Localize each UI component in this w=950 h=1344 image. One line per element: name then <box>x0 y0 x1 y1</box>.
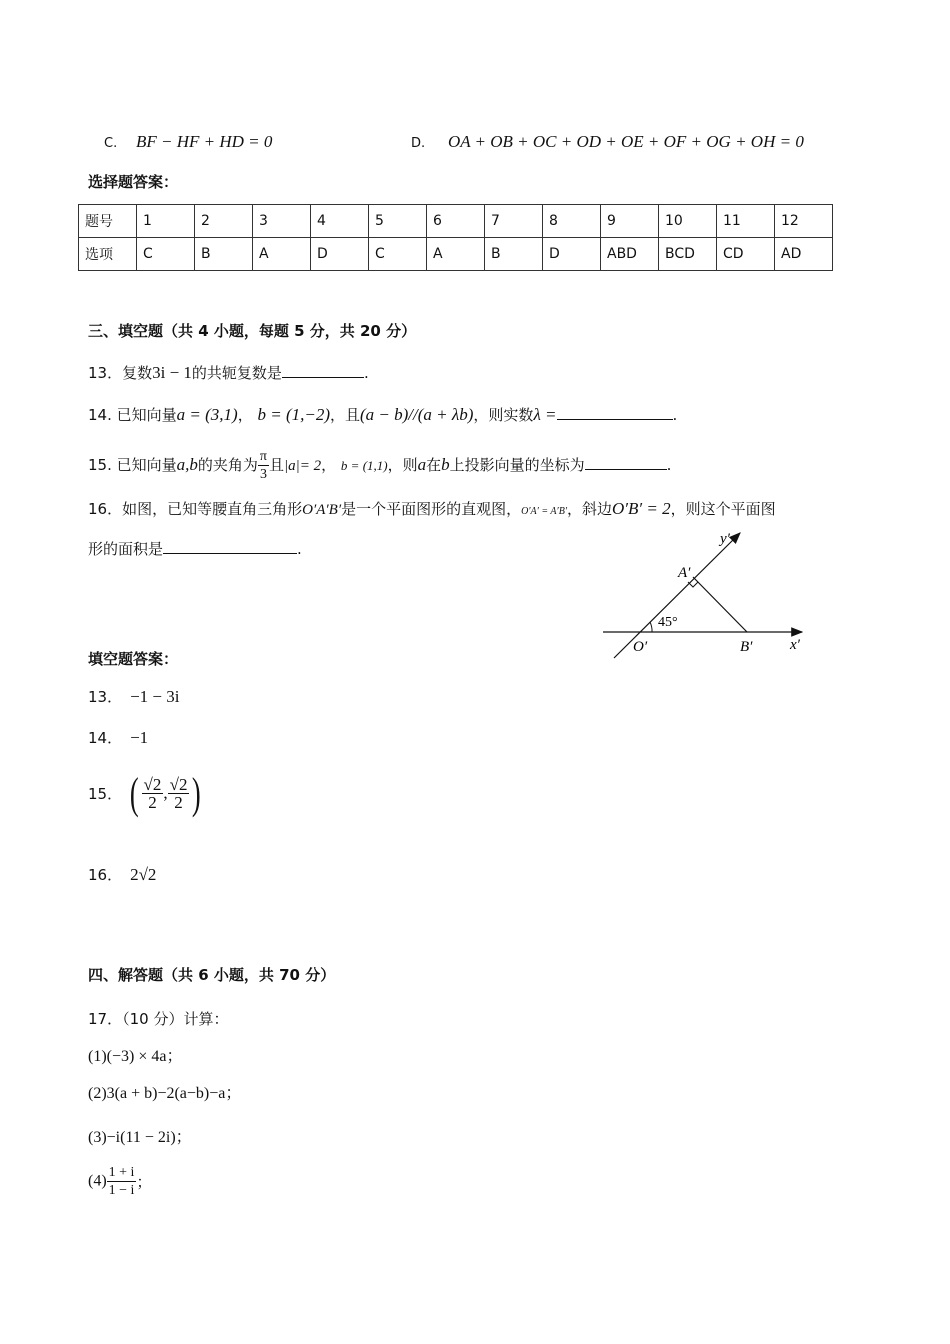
answer-13 <box>88 686 180 707</box>
option-d-label: D. <box>411 136 426 151</box>
option-c <box>104 132 272 152</box>
option-c-label: C. <box>104 136 118 151</box>
math-expr: b = (1,1) <box>340 458 388 473</box>
denominator: 3 <box>259 467 267 482</box>
option-d <box>411 132 804 152</box>
point-o-label: O′ <box>633 639 648 655</box>
math-expr: 3i − 1 <box>152 363 192 382</box>
question-text: 已知向量 <box>116 406 177 424</box>
answer-value: −1 − 3i <box>130 687 180 706</box>
section4-title: 四、解答题（共 6 小题，共 70 分） <box>88 966 336 984</box>
part-end: ； <box>136 1173 152 1191</box>
question-17-part3: (3)−i(11 − 2i)； <box>88 1129 192 1146</box>
point-a-label: A′ <box>678 565 691 581</box>
table-cell: D <box>311 238 369 271</box>
fraction <box>142 776 164 811</box>
question-16 <box>88 498 776 519</box>
math-expr: (a − b)//(a + λb) <box>360 405 474 424</box>
question-number: 15. <box>88 456 112 474</box>
math-expr: O′B′ = 2 <box>612 499 671 518</box>
part-prefix: (4) <box>88 1172 107 1190</box>
triangle-side <box>693 577 747 632</box>
answer-blank <box>585 455 667 470</box>
table-cell: AD <box>775 238 833 271</box>
math-expr: |a|= 2 <box>284 458 322 474</box>
option-c-expr: BF − HF + HD = 0 <box>136 132 273 151</box>
question-text: ，斜边 <box>567 500 613 518</box>
table-cell: A <box>427 238 485 271</box>
table-cell: 8 <box>543 205 601 238</box>
table-cell: 3 <box>253 205 311 238</box>
table-cell: CD <box>717 238 775 271</box>
question-text: ，且 <box>330 406 361 424</box>
math-expr: a,b <box>176 455 198 474</box>
table-cell: 10 <box>659 205 717 238</box>
table-cell: C <box>369 238 427 271</box>
question-number: 14. <box>88 406 112 424</box>
question-text: ，则 <box>387 456 418 474</box>
table-cell: BCD <box>659 238 717 271</box>
question-text: 已知向量 <box>116 456 177 474</box>
table-cell: 1 <box>137 205 195 238</box>
question-text: 如图，已知等腰直角三角形 <box>122 500 303 518</box>
table-head-cell: 选项 <box>79 238 137 271</box>
angle-arc <box>650 622 652 632</box>
point-b-label: B′ <box>740 639 753 655</box>
denominator: 1 − i <box>108 1183 135 1198</box>
fraction <box>107 1164 137 1199</box>
y-label: y′ <box>720 531 730 547</box>
fill-answer-title: 填空题答案： <box>88 650 179 668</box>
table-cell: 5 <box>369 205 427 238</box>
table-cell: D <box>543 238 601 271</box>
table-row <box>79 205 833 238</box>
question-text: 复数 <box>122 364 153 382</box>
answer-blank <box>557 405 673 420</box>
question-end: . <box>297 540 302 558</box>
fraction <box>258 448 269 483</box>
answer-value: 2√2 <box>130 865 157 884</box>
table-cell: 2 <box>195 205 253 238</box>
math-expr: a = (3,1) <box>176 405 238 424</box>
table-cell: 7 <box>485 205 543 238</box>
answer-14 <box>88 727 148 748</box>
triangle-figure <box>600 525 810 665</box>
question-text: 的共轭复数是 <box>191 364 282 382</box>
table-cell: C <box>137 238 195 271</box>
question-13 <box>88 362 369 383</box>
table-cell: 11 <box>717 205 775 238</box>
left-paren: ( <box>129 769 139 818</box>
question-15: 15. 已知向量a,b的夹角为 $\frac{\pi}{3}$ 且|a|= 2， b = (1,1)，则a在b上投影向量的坐标为 . <box>88 449 672 482</box>
table-head-cell: 题号 <box>79 205 137 238</box>
math-expr: b = (1,−2) <box>257 405 330 424</box>
denominator: 2 <box>148 793 157 812</box>
table-cell: ABD <box>601 238 659 271</box>
answer-16 <box>88 864 156 885</box>
x-label: x′ <box>790 637 800 653</box>
question-17-part1: (1)(−3) × 4a； <box>88 1048 183 1065</box>
answer-15: 15． ( $\frac{√2}{2}$ , $\frac{√2}{2}$ ) <box>88 769 202 818</box>
right-paren: ) <box>192 769 202 818</box>
numerator: 1 + i <box>108 1165 135 1180</box>
question-text: ，则这个平面图 <box>670 500 776 518</box>
question-text: 且 <box>269 456 285 474</box>
math-expr: O′A′B′ <box>302 502 342 518</box>
answer-number: 16． <box>88 866 123 884</box>
question-text: ，则实数 <box>473 406 534 424</box>
question-text: 在 <box>426 456 442 474</box>
question-text: 上投影向量的坐标为 <box>449 456 585 474</box>
question-17-part4 <box>88 1164 151 1199</box>
numerator: √2 <box>143 775 162 794</box>
table-cell: 12 <box>775 205 833 238</box>
table-cell: 4 <box>311 205 369 238</box>
table-cell: 6 <box>427 205 485 238</box>
question-text: 的夹角为 <box>197 456 258 474</box>
answer-blank <box>163 539 297 554</box>
option-d-expr: OA + OB + OC + OD + OE + OF + OG + OH = 0 <box>447 132 804 151</box>
mc-answer-title: 选择题答案： <box>88 173 179 191</box>
denominator: 2 <box>174 793 183 812</box>
question-17-part2: (2)3(a + b)−2(a−b)−a； <box>88 1085 242 1102</box>
question-14: 14. 已知向量a = (3,1)， b = (1,−2)，且(a − b)//(a + λb)，则实数λ = . <box>88 405 678 424</box>
math-expr: λ = <box>533 405 557 424</box>
table-cell: B <box>485 238 543 271</box>
question-number: 16． <box>88 500 123 518</box>
question-text: 形的面积是 <box>88 540 164 558</box>
question-end: . <box>672 406 678 424</box>
table-cell: B <box>195 238 253 271</box>
numerator: √2 <box>169 775 188 794</box>
answer-value: −1 <box>130 728 149 747</box>
section3-title: 三、填空题（共 4 小题，每题 5 分，共 20 分） <box>88 322 417 340</box>
fraction <box>168 776 190 811</box>
answer-number: 13． <box>88 688 123 706</box>
question-number: 13． <box>88 364 123 382</box>
question-text: 是一个平面图形的直观图， <box>341 500 522 518</box>
numerator: π <box>259 449 267 464</box>
answer-blank <box>282 363 364 378</box>
angle-label: 45° <box>658 615 678 630</box>
mc-answer-table <box>78 204 833 271</box>
table-cell: 9 <box>601 205 659 238</box>
answer-number: 14． <box>88 729 123 747</box>
table-row <box>79 238 833 271</box>
question-17-head: 17．（10 分）计算： <box>88 1010 229 1028</box>
table-cell: A <box>253 238 311 271</box>
question-end: . <box>363 364 369 382</box>
answer-number: 15． <box>88 785 123 803</box>
math-expr: O′A′ = A′B′ <box>521 506 568 517</box>
question-16-line2 <box>88 538 302 559</box>
question-end: . <box>666 456 672 474</box>
